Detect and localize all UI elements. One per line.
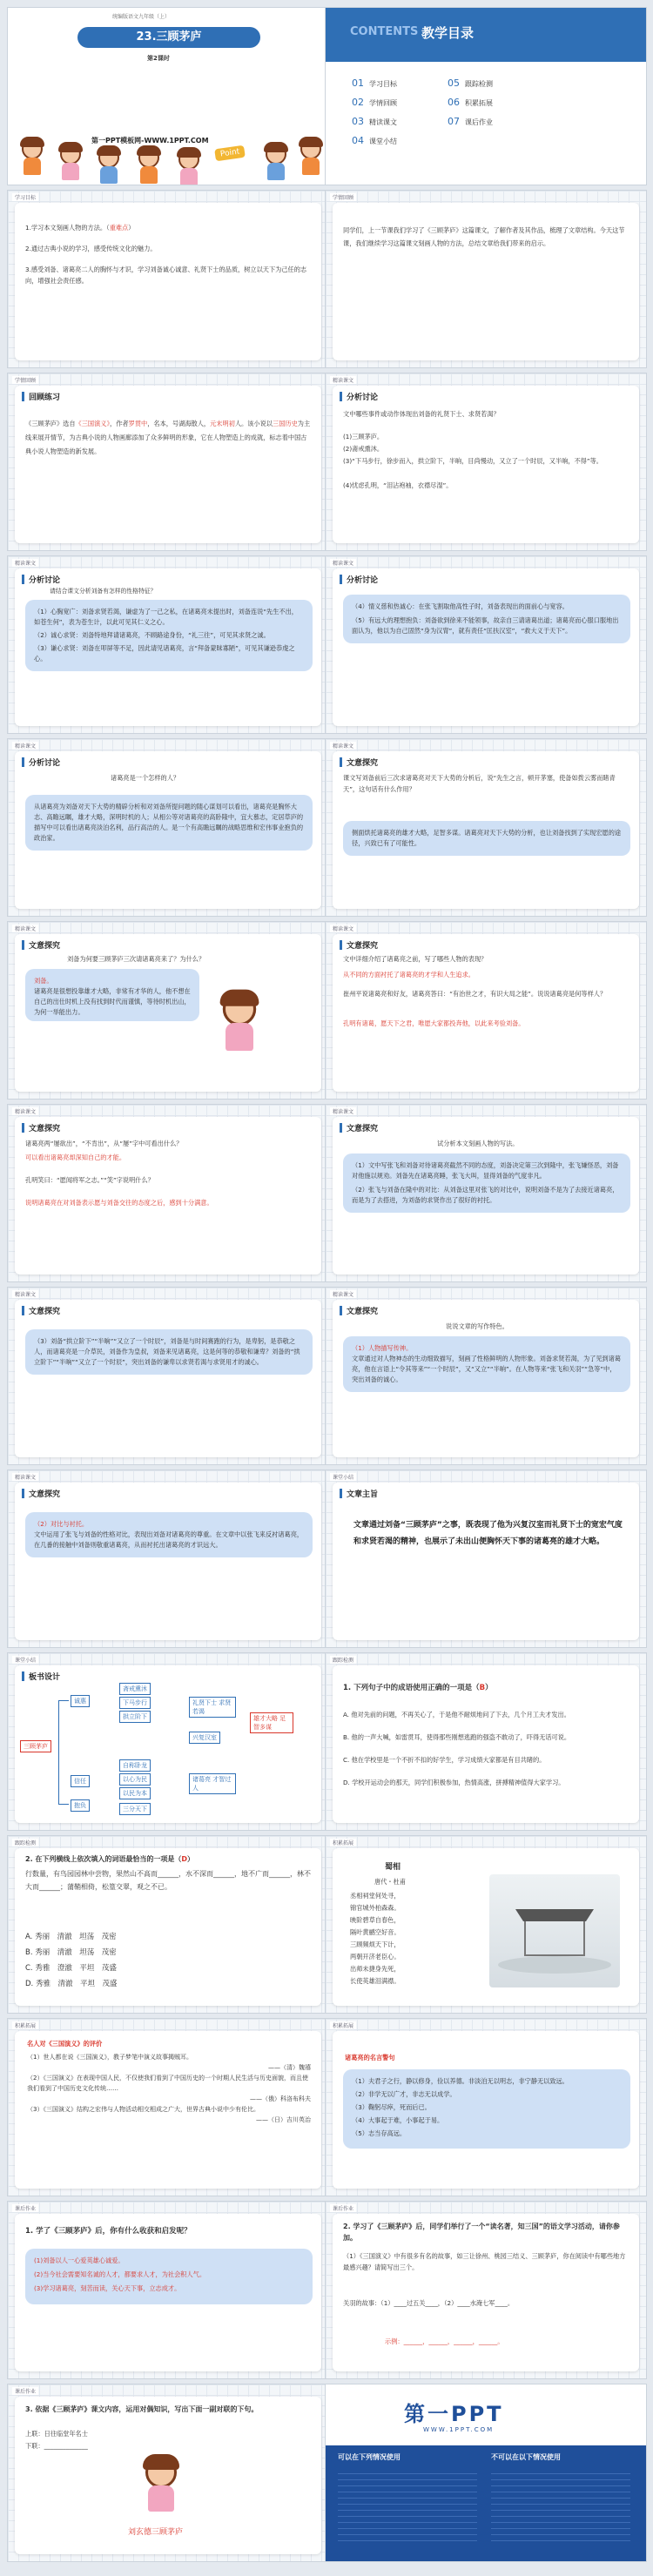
content-card bbox=[15, 934, 321, 1092]
brand-url: WWW.1PPT.COM bbox=[423, 2426, 495, 2433]
section-tag: 精读课文 bbox=[330, 1107, 356, 1115]
section-tag: 课堂小结 bbox=[12, 1656, 38, 1664]
section-tag: 积累拓展 bbox=[330, 2021, 356, 2029]
contents-header bbox=[326, 8, 646, 62]
item-label: 跟踪检测 bbox=[465, 80, 493, 88]
answer-item: (2)当今社会需要知名诚的人才，都要求人才，为社会积人气。 bbox=[34, 2270, 206, 2278]
section-heading: 分析讨论 bbox=[29, 759, 61, 768]
answer-body: 文中运用了张飞与刘备的性格对比，表现出刘备对诸葛亮的尊重。在文章中以张飞来反衬诸葛亮，在几番的接触中刘备则敬重诸葛亮，从而衬托出诸葛亮的才识远大。 bbox=[34, 1530, 304, 1549]
board-result: 诸葛亮 才智过人 bbox=[189, 1773, 236, 1794]
slide-test-2 bbox=[7, 1835, 329, 2014]
section-tag: 精读课文 bbox=[12, 559, 38, 567]
brand-logo: 第一PPT bbox=[404, 2402, 504, 2426]
answer-bubble bbox=[25, 2249, 313, 2304]
section-tag: 学习目标 bbox=[12, 193, 38, 201]
cartoon-kid-icon bbox=[55, 144, 86, 182]
content-card bbox=[15, 2214, 321, 2371]
point-badge: Point bbox=[214, 145, 246, 162]
heading-bar bbox=[22, 392, 24, 401]
slide-goals bbox=[7, 190, 329, 368]
answer-2: 说明诸葛亮在对刘备表示愿与刘备交往的态度之后，感到十分满意。 bbox=[25, 1199, 213, 1207]
question: 请结合课文分析刘备有怎样的性格特征？ bbox=[50, 588, 157, 595]
review-text: 同学们，上一节课我们学习了《三顾茅庐》这篇课文，了解作者及其作品，梳理了文章结构。今天这节课，我们继续学习这篇课文刻画人物的方法，总结文章给我们带来的启示。 bbox=[343, 226, 625, 247]
quote-item: （2）非学无以广才，非志无以成学。 bbox=[352, 2090, 456, 2098]
cartoon-kid-icon bbox=[214, 992, 265, 1053]
poem-line: 丞相祠堂何处寻， bbox=[350, 1892, 401, 1900]
answer-2: （2）诚心求贤：刘备特地拜请诸葛亮，不顾路途身份，“礼三往”，可见其求贤之诚。 bbox=[34, 631, 270, 639]
answer-bubble bbox=[25, 969, 199, 1021]
answer-item: (1)刘备以人一心爱英雄心诚爱。 bbox=[34, 2257, 125, 2264]
section-tag: 课后作业 bbox=[12, 2387, 38, 2395]
answer-body: 文章通过对人物神态的生动细致描写，刻画了性格鲜明的人物形象。刘备求贤若渴，为了见到诸葛亮，他在言语上“令其等来”“一个时辰”，又“又立”“半晌”。在人物等来“张飞和关羽”“急等”中，突出刘备的诚心。 bbox=[352, 1355, 622, 1383]
section-tag: 课堂小结 bbox=[330, 1473, 356, 1481]
section-heading: 文意探究 bbox=[347, 759, 379, 768]
lesson-subtitle: 第2课时 bbox=[147, 55, 170, 62]
item-number: 04 bbox=[352, 135, 364, 146]
section-tag: 学情回顾 bbox=[12, 376, 38, 384]
section-tag: 精读课文 bbox=[330, 376, 356, 384]
review-source: ——（俄）科洛布科夫 bbox=[250, 2095, 311, 2102]
quotes-list bbox=[343, 2069, 630, 2149]
contents-item[interactable] bbox=[352, 97, 397, 108]
poem-lines bbox=[350, 1890, 472, 1987]
review-source: ——（清）魏禧 bbox=[268, 2064, 311, 2071]
reviews-list bbox=[27, 2052, 311, 2125]
answer-1: 从不同的方面衬托了诸葛亮的才学和人生追求。 bbox=[343, 971, 475, 979]
question: 刘备为何要三顾茅庐三次请诸葛亮来了？为什么？ bbox=[67, 955, 205, 963]
heading-bar bbox=[22, 1489, 24, 1498]
board-result: 兴复汉室 bbox=[189, 1732, 220, 1744]
answer-2: 崔州平说诸葛亮和好友，诸葛亮答曰：“有治世之才，有识大局之能”。说说诸葛亮是何等样人？ bbox=[343, 990, 607, 998]
board-leaf: 三分天下 bbox=[119, 1803, 151, 1815]
content-card bbox=[15, 568, 321, 726]
heading-bar bbox=[340, 1123, 342, 1133]
contents-item[interactable] bbox=[352, 116, 397, 127]
couplet-down: 下联：______________ bbox=[25, 2442, 88, 2450]
slide-explore-4 bbox=[7, 1104, 329, 1282]
section-tag: 精读课文 bbox=[12, 1290, 38, 1298]
question: 文中哪些事件或动作体现出刘备的礼贤下士、求贤若渴？ bbox=[343, 410, 500, 418]
section-tag: 精读课文 bbox=[12, 1107, 38, 1115]
couplet-up: 上联：日往临堂年名士 bbox=[25, 2430, 88, 2438]
question: 诸葛亮是一个怎样的人？ bbox=[111, 774, 180, 782]
answer-bubble bbox=[343, 1153, 630, 1213]
question: 2. 在下列横线上依次填入的词语最恰当的一项是（D） bbox=[25, 1855, 195, 1863]
quotes-title: 诸葛亮的名言警句 bbox=[345, 2054, 395, 2061]
question: 课文写刘备前后三次求诸葛亮对天下大势的分析后，说“先生之言，顿开茅塞，使备如拨云雾而睹青天”，这句话有什么作用？ bbox=[343, 774, 616, 793]
answer-2: （2）张飞与刘备在隆中的对比：从刘备这里对张飞的对比中，说明刘备不是为了去接近诸葛亮，而是为了去搭进，为刘备的求贤作出了很好的衬托。 bbox=[352, 1186, 619, 1204]
option-a: A. 秀丽 清澈 坦荡 茂密 bbox=[25, 1933, 117, 1941]
heading-bar bbox=[22, 1671, 24, 1681]
question: 说说文章的写作特色。 bbox=[446, 1322, 508, 1330]
poem-title: 蜀相 bbox=[385, 1863, 401, 1872]
contents-item[interactable] bbox=[448, 116, 493, 127]
option-b: B. 秀丽 清澈 坦荡 茂密 bbox=[25, 1948, 117, 1957]
slide-explore-3 bbox=[325, 921, 647, 1100]
heading-bar bbox=[22, 757, 24, 767]
slide-hw-1 bbox=[7, 2201, 329, 2379]
section-heading: 分析讨论 bbox=[347, 576, 379, 585]
answer-1: （1）心胸宽广：刘备求贤若渴，谦虚为了一己之私，在诸葛亮未提出时，刘备连说“先生不出，如苍生何”，表为苍生计，以此可见其仁义之心。 bbox=[34, 608, 298, 626]
content-card bbox=[15, 1117, 321, 1275]
content-card bbox=[333, 386, 639, 543]
option-a: A. 他对先前的问题，不再关心了，于是他不耐烦地问了下去，几个月工夫才发出。 bbox=[343, 1711, 570, 1718]
slide-explore-7 bbox=[325, 1287, 647, 1465]
board-node-2: 信任 bbox=[71, 1775, 90, 1787]
review-source: ——（日）吉川英治 bbox=[256, 2116, 311, 2123]
answer-3: （3）谦心求贤：刘备在叩屏等不足，因此请见诸葛亮，言“拜备蒙昧寡陋”，可见其谦逊恭虔之心。 bbox=[34, 644, 295, 662]
slide-poem bbox=[325, 1835, 647, 2014]
answer: 刘玄德三顾茅庐 bbox=[128, 2528, 184, 2537]
answer-3: 孔明有诸葛，愿天下之君，唯愿大家都投奔他，以此来考验刘备。 bbox=[343, 1019, 525, 1027]
answer-1: （1）文中写张飞和刘备对待诸葛亮截然不同的态度，刘备决定第三次到隆中，张飞嫌怪恶，刘备对他施以规劝。刘备先在诸葛亮睡，张飞大叫，显得刘备的气度非凡。 bbox=[352, 1161, 619, 1180]
section-tag: 精读课文 bbox=[12, 1473, 38, 1481]
pavilion-painting bbox=[489, 1874, 620, 1987]
slide-contents bbox=[325, 7, 647, 185]
answer-bubble bbox=[25, 1512, 313, 1557]
slide-explore-6 bbox=[7, 1287, 329, 1465]
slide-discuss-1 bbox=[325, 373, 647, 551]
content-card bbox=[333, 568, 639, 726]
heading-bar bbox=[22, 1306, 24, 1315]
item-label: 课堂小结 bbox=[369, 138, 397, 145]
section-tag: 跟踪检测 bbox=[330, 1656, 356, 1664]
content-card bbox=[333, 1483, 639, 1640]
question-2: 孔明笑曰：“愿闻将军之志。”“笑”字说明什么？ bbox=[25, 1176, 154, 1184]
section-tag: 精读课文 bbox=[12, 925, 38, 932]
slide-hw-2 bbox=[325, 2201, 647, 2379]
section-heading: 文意探究 bbox=[347, 1308, 379, 1316]
cartoon-kid-icon bbox=[17, 138, 48, 177]
question: 3. 依据《三顾茅庐》课文内容，运用对偶知识，写出下面一副对联的下句。 bbox=[25, 2405, 259, 2413]
heading-bar bbox=[340, 575, 342, 584]
answer-bubble bbox=[343, 595, 630, 643]
board-leaf: 斋戒熏沐 bbox=[119, 1683, 151, 1695]
board-leaf: 以民为本 bbox=[119, 1787, 151, 1799]
content-card bbox=[333, 2214, 639, 2371]
item-label: 积累拓展 bbox=[465, 99, 493, 107]
heading-bar bbox=[340, 757, 342, 767]
content-card bbox=[333, 1117, 639, 1275]
answer-bubble bbox=[25, 600, 313, 671]
contents-item[interactable] bbox=[448, 97, 493, 108]
grade-label: 统编版语文九年级（上） bbox=[112, 14, 171, 20]
question: 1. 学了《三顾茅庐》后，你有什么收获和启发呢？ bbox=[25, 2227, 192, 2236]
section-heading: 文意探究 bbox=[29, 1490, 61, 1499]
question-1: 诸葛亮两“屡欲出”，“不肯出”，从“屡”字中可看出什么？ bbox=[25, 1140, 183, 1147]
answer-bubble: 从诸葛亮为刘备对天下大势的精辟分析和对刘备所提问题的随心谋划可以看出，诸葛亮是胸怀大志、高瞻远瞩，雄才大略，深明时机的人；从相公等对诸葛亮的高卧隆中，宜大慕志，定居草庐的描写中可以看出诸葛亮淡泊名利，品行高洁的人。是一个有高瞻远瞩的战略思维和宏伟事业抱负的政治家。 bbox=[25, 795, 313, 851]
goal-1: 1.学习本文刻画人物的方法。（重难点） bbox=[25, 224, 135, 232]
option-d: D. 学校开运动会的那天，同学们积极参加，热情高涨，拼搏精神值得大家学习。 bbox=[343, 1779, 565, 1786]
answer: 示例：______，______，______，______。 bbox=[385, 2337, 504, 2345]
content-card bbox=[15, 2031, 321, 2189]
board-node-3: 抱负 bbox=[71, 1799, 90, 1812]
board-leaf: 下马步行 bbox=[119, 1697, 151, 1709]
answer-3: (3)“下马步行，徐步而入，拱立阶下，半晌，目尚慢动，又立了一个时辰，又半晌，不得”等。 bbox=[343, 457, 603, 465]
question: 试分析本文刻画人物的写法。 bbox=[437, 1140, 519, 1147]
section-heading: 文章主旨 bbox=[347, 1490, 379, 1499]
item-label: 课后作业 bbox=[465, 118, 493, 126]
board-leaf: 自称卧龙 bbox=[119, 1759, 151, 1772]
allowed-heading: 可以在下列情况使用 bbox=[338, 2453, 401, 2461]
board-connector bbox=[58, 1700, 69, 1805]
quote-item: （4）大事起于难，小事起于易。 bbox=[352, 2116, 444, 2124]
poem-line: 出师未捷身先死， bbox=[350, 1965, 401, 1973]
content-card bbox=[333, 2031, 639, 2189]
heading-bar bbox=[340, 392, 342, 401]
content-card bbox=[15, 203, 321, 360]
heading-bar bbox=[340, 1306, 342, 1315]
item-number: 07 bbox=[448, 116, 460, 127]
section-heading: 回顾练习 bbox=[29, 393, 61, 402]
section-tag: 精读课文 bbox=[330, 742, 356, 750]
answer-item: (3)学习诸葛亮，刻苦而读，关心天下事，立志成才。 bbox=[34, 2284, 181, 2292]
answer-bubble: （3）刘备“拱立阶下”“半晌”“又立了一个时辰”，刘备是与时间赛跑的行为，是卑躬，是恭敬之人，而诸葛亮是一介草民，刘备作为皇叔，刘备来见诸葛亮，这是何等的恭敬和谦卑？刘备的“拱立阶下”“半晌”“又立了一个时辰”，突出刘备的谦卑以求贤若渴与求贤用才的诚心。 bbox=[25, 1329, 313, 1375]
content-card bbox=[15, 751, 321, 909]
section-heading: 分析讨论 bbox=[29, 576, 61, 585]
section-heading: 文意探究 bbox=[347, 942, 379, 951]
review-text: （3）《三国演义》结构之宏伟与人物活动相交相成之广大，世界古典小说中少有伦比。 bbox=[27, 2106, 259, 2113]
cartoon-kid-icon bbox=[173, 149, 205, 185]
contents-item[interactable] bbox=[352, 135, 397, 146]
slide-reviews bbox=[7, 2018, 329, 2196]
answer-bubble: 侧面烘托诸葛亮的雄才大略，足智多谋。诸葛亮对天下大势的分析，也让刘备找到了实现宏愿的途径，兴致已有了可能性。 bbox=[343, 821, 630, 856]
heading-bar bbox=[340, 940, 342, 950]
slide-cover bbox=[7, 7, 329, 185]
slide-explore-5 bbox=[325, 1104, 647, 1282]
answer-4: (4)忧虑孔明，“泪沾袍袖，衣襟尽湿”。 bbox=[343, 481, 453, 489]
question: 1. 下列句子中的成语使用正确的一项是（B） bbox=[343, 1684, 493, 1692]
cartoon-kid-icon bbox=[133, 147, 165, 185]
review-text: （1）世人都在说《三国演义》，教子梦笔中演义故事揭贼耳。 bbox=[27, 2054, 192, 2061]
board-result: 礼贤下士 求贤若渴 bbox=[189, 1697, 236, 1718]
slide-quotes bbox=[325, 2018, 647, 2196]
option-c: C. 他在学校里是一个不折不扣的好学生，学习成绩大家都是有目共睹的。 bbox=[343, 1756, 546, 1764]
contents-item[interactable] bbox=[448, 77, 493, 89]
section-tag: 课后作业 bbox=[330, 2204, 356, 2212]
option-c: C. 秀雅 澄澈 平坦 茂盛 bbox=[25, 1964, 117, 1973]
board-root: 三顾茅庐 bbox=[20, 1740, 51, 1752]
item-number: 03 bbox=[352, 116, 364, 127]
slide-recall bbox=[7, 373, 329, 551]
slide-ad bbox=[325, 2384, 647, 2562]
theme-text: 文章通过刘备“三顾茅庐”之事，既表现了他为兴复汉室而礼贤下士的宽宏气度和求贤若渴的精神，也展示了未出山便胸怀天下事的诸葛亮的雄才大略。 bbox=[353, 1521, 623, 1546]
cartoon-kid-icon bbox=[138, 2457, 185, 2514]
poem-line: 两朝开济老臣心。 bbox=[350, 1953, 401, 1961]
slide-discuss-4 bbox=[7, 738, 329, 917]
answer-1: (1)三顾茅庐。 bbox=[343, 433, 384, 441]
goal-3: 3.感受刘备、诸葛亮二人的胸怀与才识，学习刘备诚心诚意、礼贤下士的品质，树立以天下为己任的志向，增强社会责任感。 bbox=[25, 266, 307, 285]
title-banner: 23.三顾茅庐 bbox=[77, 27, 260, 48]
option-b: B. 他的一声大喊，如雷贯耳，使得那些刚想逃跑的强盗不敢动了，吓得无话可说。 bbox=[343, 1733, 571, 1741]
slide-review bbox=[325, 190, 647, 368]
slide-discuss-3 bbox=[325, 555, 647, 734]
section-tag: 精读课文 bbox=[330, 559, 356, 567]
poem-line: 锦官城外柏森森。 bbox=[350, 1904, 401, 1912]
reviews-title: 名人对《三国演义》的评价 bbox=[27, 2040, 103, 2048]
slide-test-1 bbox=[325, 1652, 647, 1831]
content-card bbox=[15, 1483, 321, 1640]
slide-explore-8 bbox=[7, 1470, 329, 1648]
slide-hw-3 bbox=[7, 2384, 329, 2562]
question-example: 关羽的故事：（1）____过五关____，（2）____水淹七军____。 bbox=[343, 2299, 515, 2307]
section-heading: 文意探究 bbox=[29, 1125, 61, 1133]
heading-bar bbox=[22, 575, 24, 584]
content-card bbox=[333, 1665, 639, 1823]
question-body: 行数量，有鸟园园林中尝物，果然山不高而______，水不深而______，地不广而______，林不大而______；蒲鞘相倚，松篁交翠，观之不已。 bbox=[25, 1870, 311, 1891]
item-number: 06 bbox=[448, 97, 460, 108]
heading-bar bbox=[340, 1489, 342, 1498]
option-d: D. 秀雅 清澈 平坦 茂盛 bbox=[25, 1980, 118, 1988]
answer-heading: （1）人物描写传神。 bbox=[352, 1344, 413, 1352]
section-heading: 文意探究 bbox=[347, 1125, 379, 1133]
content-card bbox=[15, 1300, 321, 1457]
quote-item: （3）鞠躬尽瘁，死而后已。 bbox=[352, 2103, 431, 2111]
board-node-1: 诚惠 bbox=[71, 1695, 90, 1707]
answer-bubble bbox=[343, 1336, 630, 1392]
content-card bbox=[333, 934, 639, 1092]
poem-line: 映阶碧草自春色， bbox=[350, 1916, 401, 1924]
poem-line: 长使英雄泪满襟。 bbox=[350, 1977, 401, 1985]
contents-zh: 教学目录 bbox=[421, 25, 475, 41]
answer-1: 可以看出诸葛亮却深知自己的才能。 bbox=[25, 1153, 126, 1161]
poem-line: 隔叶黄鹂空好音。 bbox=[350, 1928, 401, 1936]
item-label: 学情回顾 bbox=[369, 99, 397, 107]
question: 2. 学习了《三顾茅庐》后，同学们举行了一个“读名著，知三国”的语文学习活动，请你参加。 bbox=[343, 2223, 620, 2242]
content-card bbox=[15, 1848, 321, 2006]
item-number: 05 bbox=[448, 77, 460, 89]
quote-item: （5）志当存高远。 bbox=[352, 2129, 407, 2137]
answer-heading: （2）对比与衬托。 bbox=[34, 1520, 89, 1528]
cartoon-kid-icon bbox=[93, 147, 125, 185]
answer-body: 诸葛亮是很想投靠雄才大略，非常有才华的人，他不想在自己的出仕时机上没有找到时代而谨慎，等待时机出山，为何一举能出力。 bbox=[34, 987, 191, 1016]
slide-explore-2 bbox=[7, 921, 329, 1100]
contents-en: CONTENTS bbox=[350, 25, 419, 38]
content-card bbox=[15, 2397, 321, 2554]
section-tag: 积累拓展 bbox=[330, 1839, 356, 1846]
contents-item[interactable] bbox=[352, 77, 397, 89]
poem-line: 三顾频烦天下计， bbox=[350, 1940, 401, 1948]
goal-2: 2.通过古典小说的学习，感受传统文化的魅力。 bbox=[25, 245, 157, 252]
content-card bbox=[333, 203, 639, 360]
forbidden-heading: 不可以在以下情况使用 bbox=[491, 2453, 561, 2461]
slide-explore-1 bbox=[325, 738, 647, 917]
content-card bbox=[333, 1300, 639, 1457]
board-leaf: 拱立阶下 bbox=[119, 1711, 151, 1723]
content-card bbox=[333, 751, 639, 909]
section-heading: 分析讨论 bbox=[347, 393, 379, 402]
question-detail: （1）《三国演义》中有很多有名的故事，如三让徐州、桃园三结义、三顾茅庐，你在阅读中有哪些地方最感兴趣？请简写出三个。 bbox=[343, 2252, 626, 2271]
section-heading: 文意探究 bbox=[29, 942, 61, 951]
answer-lead: 刘备。 bbox=[34, 977, 53, 985]
site-label: 第一PPT模板网-WWW.1PPT.COM bbox=[91, 137, 209, 145]
slide-theme bbox=[325, 1470, 647, 1648]
cartoon-kid-icon bbox=[295, 138, 326, 177]
section-tag: 精读课文 bbox=[12, 742, 38, 750]
heading-bar bbox=[22, 1123, 24, 1133]
board-leaf: 以心为民 bbox=[119, 1773, 151, 1786]
content-card bbox=[333, 1848, 639, 2006]
poem-author: 唐代・杜甫 bbox=[374, 1878, 406, 1886]
section-tag: 精读课文 bbox=[330, 925, 356, 932]
section-tag: 精读课文 bbox=[330, 1290, 356, 1298]
content-card bbox=[15, 1665, 321, 1823]
cartoon-kid-icon bbox=[260, 144, 292, 182]
item-label: 精读课文 bbox=[369, 118, 397, 126]
info-panel bbox=[326, 2445, 646, 2562]
content-card bbox=[15, 386, 321, 543]
answer-4: （4）情义慈和热诚心：在张飞割取他高性子时，刘备表现出的面前心与宽容。 bbox=[352, 602, 569, 610]
answer-2: (2)斋戒熏沐。 bbox=[343, 445, 384, 453]
heading-bar bbox=[22, 940, 24, 950]
section-tag: 跟踪检测 bbox=[12, 1839, 38, 1846]
quote-item: （1）夫君子之行，静以修身，俭以养德。非淡泊无以明志，非宁静无以致远。 bbox=[352, 2077, 569, 2085]
board-result: 雄才大略 足智多谋 bbox=[250, 1712, 293, 1733]
question: 文中详细介绍了诸葛亮之前，写了哪些人物的表现？ bbox=[343, 955, 488, 963]
section-tag: 课后作业 bbox=[12, 2204, 38, 2212]
section-heading: 板书设计 bbox=[29, 1673, 61, 1682]
section-heading: 文意探究 bbox=[29, 1308, 61, 1316]
item-number: 01 bbox=[352, 77, 364, 89]
slide-discuss-2 bbox=[7, 555, 329, 734]
item-label: 学习目标 bbox=[369, 80, 397, 88]
recall-text: 《三顾茅庐》选自《三国演义》，作者罗贯中，名本，号湖海散人，元末明初人。该小说以三国历史为主线来展开情节，为古典小说的人物画廊添加了众多鲜明的形象，它在人物塑造上的成就，标志着中国古典小说人物塑造的新发展。 bbox=[25, 420, 311, 455]
review-text: （2）《三国演义》在表现中国人民，不仅使我们看到了中国历史的一个时期人民生活与历史面貌，而且使我们看到了中国历史文化传统…… bbox=[27, 2075, 308, 2092]
item-number: 02 bbox=[352, 97, 364, 108]
slide-board bbox=[7, 1652, 329, 1831]
section-tag: 积累拓展 bbox=[12, 2021, 38, 2029]
answer-5: （5）有远大的理想抱负：刘备欲到徐来不能领事，故亲自三请诸葛出道；诸葛亮而心服口服地出面认为，他以为自己固然“身为汉胄”，就有责任“匡扶汉室”，“救大义于天下”。 bbox=[352, 616, 619, 635]
section-tag: 学情回顾 bbox=[330, 193, 356, 201]
